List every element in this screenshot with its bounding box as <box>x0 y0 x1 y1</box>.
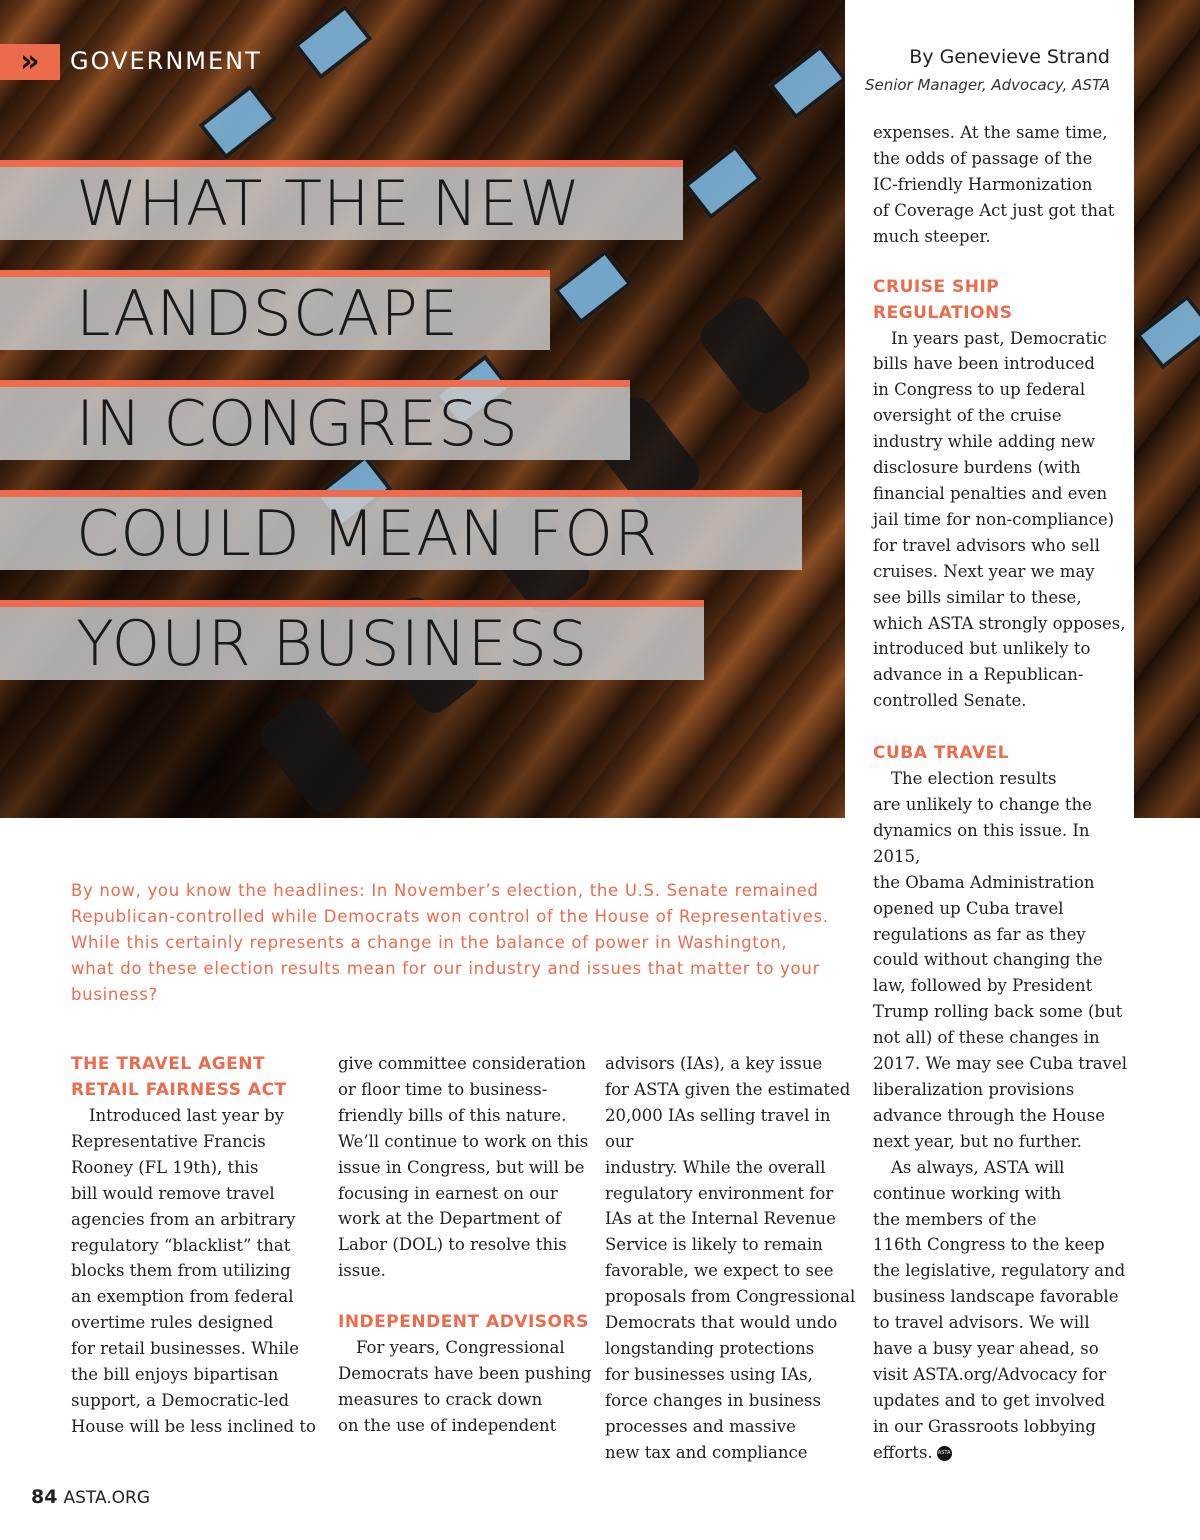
body-line: agencies from an arbitrary <box>71 1209 296 1229</box>
body-line: regulatory environment for <box>605 1183 834 1203</box>
body-line: introduced but unlikely to <box>873 639 1091 659</box>
body-line: much steeper. <box>873 226 991 246</box>
body-line: financial penalties and even <box>873 483 1108 503</box>
subheading-independent-advisors: INDEPENDENT ADVISORS <box>338 1312 589 1333</box>
body-line: updates and to get involved <box>873 1390 1106 1410</box>
body-line: continue working with <box>873 1183 1062 1203</box>
monitor-shape <box>293 4 372 79</box>
body-line: the bill enjoys bipartisan <box>71 1365 279 1385</box>
body-line: next year, but no further. <box>873 1131 1082 1151</box>
body-line: 20,000 IAs selling travel in our <box>605 1105 831 1151</box>
body-line: an exemption from federal <box>71 1287 294 1307</box>
body-line: business landscape favorable <box>873 1287 1119 1307</box>
headline-line-1 <box>0 160 683 240</box>
page-footer <box>31 1486 150 1508</box>
monitor-shape <box>683 144 762 219</box>
body-line: give committee consideration <box>338 1054 587 1073</box>
chair-shape <box>694 290 817 420</box>
body-line: measures to crack down <box>338 1389 543 1409</box>
body-line-last <box>873 1440 1128 1466</box>
body-line: see bills similar to these, <box>873 587 1082 607</box>
body-line: issue. <box>338 1261 386 1281</box>
section-label: GOVERNMENT <box>70 47 262 75</box>
body-line: overtime rules designed <box>71 1313 274 1333</box>
body-line: 2017. We may see Cuba travel <box>873 1054 1128 1074</box>
body-line: could without changing the <box>873 950 1103 970</box>
body-line: House will be less inclined to <box>71 1416 316 1436</box>
column-4 <box>873 120 1128 1466</box>
body-line: In years past, Democratic <box>891 328 1107 348</box>
body-line: work at the Department of <box>338 1209 562 1229</box>
body-line: visit ASTA.org/Advocacy for <box>873 1364 1107 1384</box>
body-line: Labor (DOL) to resolve this <box>338 1235 567 1255</box>
body-line: dynamics on this issue. In 2015, <box>873 820 1090 866</box>
body-line: industry. While the overall <box>605 1157 826 1177</box>
body-line: advisors (IAs), a key issue <box>605 1054 823 1073</box>
body-line: force changes in business <box>605 1390 821 1410</box>
body-line: liberalization provisions <box>873 1080 1075 1099</box>
subheading-cruise-ship: REGULATIONS <box>873 302 1013 323</box>
body-line: to travel advisors. We will <box>873 1313 1090 1333</box>
body-line: jail time for non-compliance) <box>873 509 1115 529</box>
column-1 <box>71 1051 326 1440</box>
headline-line-5 <box>0 600 704 680</box>
headline-text: IN CONGRESS <box>76 387 519 460</box>
monitor-shape <box>198 84 277 159</box>
body-line: of Coverage Act just got that <box>873 200 1115 220</box>
body-line: Democrats have been pushing <box>338 1364 592 1384</box>
headline-line-3 <box>0 380 630 460</box>
body-line: longstanding protections <box>605 1338 815 1358</box>
body-line: We’ll continue to work on this <box>338 1131 589 1151</box>
body-line: or floor time to business- <box>338 1079 548 1099</box>
chair-shape <box>254 690 377 818</box>
subheading-cruise-ship: CRUISE SHIP <box>873 276 1000 297</box>
headline-text: COULD MEAN FOR <box>76 497 659 570</box>
body-line: advance through the House <box>873 1105 1106 1125</box>
body-line: bills have been introduced <box>873 354 1095 374</box>
body-line: for ASTA given the estimated <box>605 1079 851 1099</box>
byline-name: By Genevieve Strand <box>909 46 1110 68</box>
body-line: The election results <box>891 769 1057 789</box>
body-line: Rooney (FL 19th), this <box>71 1157 259 1177</box>
body-line: new tax and compliance <box>605 1442 808 1462</box>
body-line: for businesses using IAs, <box>605 1364 813 1384</box>
intro-paragraph: By now, you know the headlines: In November’s election, the U.S. Senate remained Republican-controlled while Democrats won control of the House of Representatives. While this certainly represents a change in the balance of power in Washington, what do these election results mean for our industry and issues that matter to your business? <box>71 881 829 1004</box>
body-line: the legislative, regulatory and <box>873 1261 1126 1281</box>
headline-text: WHAT THE NEW <box>76 167 582 240</box>
body-line-text: efforts. <box>873 1442 933 1462</box>
body-line: support, a Democratic-led <box>71 1390 290 1410</box>
body-line: the odds of passage of the <box>873 148 1093 168</box>
body-line: Democrats that would undo <box>605 1313 838 1333</box>
body-line: opened up Cuba travel <box>873 898 1064 918</box>
monitor-shape <box>1135 294 1200 369</box>
byline-role: Senior Manager, Advocacy, ASTA <box>864 76 1110 94</box>
body-line: expenses. At the same time, <box>873 123 1108 142</box>
monitor-shape <box>768 44 845 119</box>
body-line: Representative Francis <box>71 1131 266 1151</box>
body-line: have a busy year ahead, so <box>873 1339 1099 1359</box>
body-line: Trump rolling back some (but <box>873 1002 1123 1022</box>
page-number: 84 <box>31 1486 58 1508</box>
section-chevron-icon: » <box>0 44 60 80</box>
body-line: cruises. Next year we may <box>873 561 1095 581</box>
body-line: Service is likely to remain <box>605 1235 823 1255</box>
body-line: are unlikely to change the <box>873 795 1092 815</box>
subheading-travel-agent: RETAIL FAIRNESS ACT <box>71 1080 287 1100</box>
body-line: IC-friendly Harmonization <box>873 174 1093 194</box>
body-line: proposals from Congressional <box>605 1287 856 1307</box>
body-line: on the use of independent <box>338 1415 557 1435</box>
body-line: the Obama Administration <box>873 872 1095 892</box>
body-line: regulations as far as they <box>873 924 1086 944</box>
body-line: law, followed by President <box>873 976 1093 996</box>
body-line: issue in Congress, but will be <box>338 1157 585 1177</box>
headline-text: YOUR BUSINESS <box>76 607 589 680</box>
column-3 <box>605 1051 860 1466</box>
body-line: For years, Congressional <box>356 1338 565 1358</box>
body-line: As always, ASTA will <box>891 1157 1065 1177</box>
body-line: processes and massive <box>605 1416 796 1436</box>
subheading-travel-agent: THE TRAVEL AGENT <box>71 1054 266 1074</box>
body-line: in our Grassroots lobbying <box>873 1416 1096 1436</box>
body-line: IAs at the Internal Revenue <box>605 1209 836 1229</box>
body-line: for retail businesses. While <box>71 1339 299 1359</box>
headline-text: LANDSCAPE <box>76 277 460 350</box>
body-line: focusing in earnest on our <box>338 1183 558 1203</box>
body-line: advance in a Republican- <box>873 665 1084 685</box>
body-line: bill would remove travel <box>71 1183 275 1203</box>
body-line: friendly bills of this nature. <box>338 1105 567 1125</box>
headline-line-2 <box>0 270 550 350</box>
body-line: Introduced last year by <box>89 1106 284 1125</box>
body-line: favorable, we expect to see <box>605 1261 834 1281</box>
body-line: controlled Senate. <box>873 691 1027 711</box>
monitor-shape <box>553 249 632 324</box>
body-line: for travel advisors who sell <box>873 535 1100 555</box>
byline-panel <box>848 0 1134 120</box>
body-line: blocks them from utilizing <box>71 1261 291 1281</box>
headline-line-4 <box>0 490 802 570</box>
footer-site: ASTA.ORG <box>63 1488 151 1508</box>
body-line: which ASTA strongly opposes, <box>873 613 1126 633</box>
column-2 <box>338 1051 593 1439</box>
body-line: regulatory “blacklist” that <box>71 1235 291 1255</box>
asta-end-mark-icon: ASTA <box>937 1446 952 1461</box>
body-line: 116th Congress to the keep <box>873 1235 1105 1255</box>
body-line: oversight of the cruise <box>873 406 1062 426</box>
body-line: in Congress to up federal <box>873 380 1086 400</box>
subheading-cuba-travel: CUBA TRAVEL <box>873 743 1010 764</box>
hero-photo-edge <box>1134 0 1200 818</box>
body-line: disclosure burdens (with <box>873 458 1081 478</box>
body-line: industry while adding new <box>873 432 1096 452</box>
body-line: the members of the <box>873 1209 1037 1229</box>
body-line: not all) of these changes in <box>873 1028 1100 1048</box>
